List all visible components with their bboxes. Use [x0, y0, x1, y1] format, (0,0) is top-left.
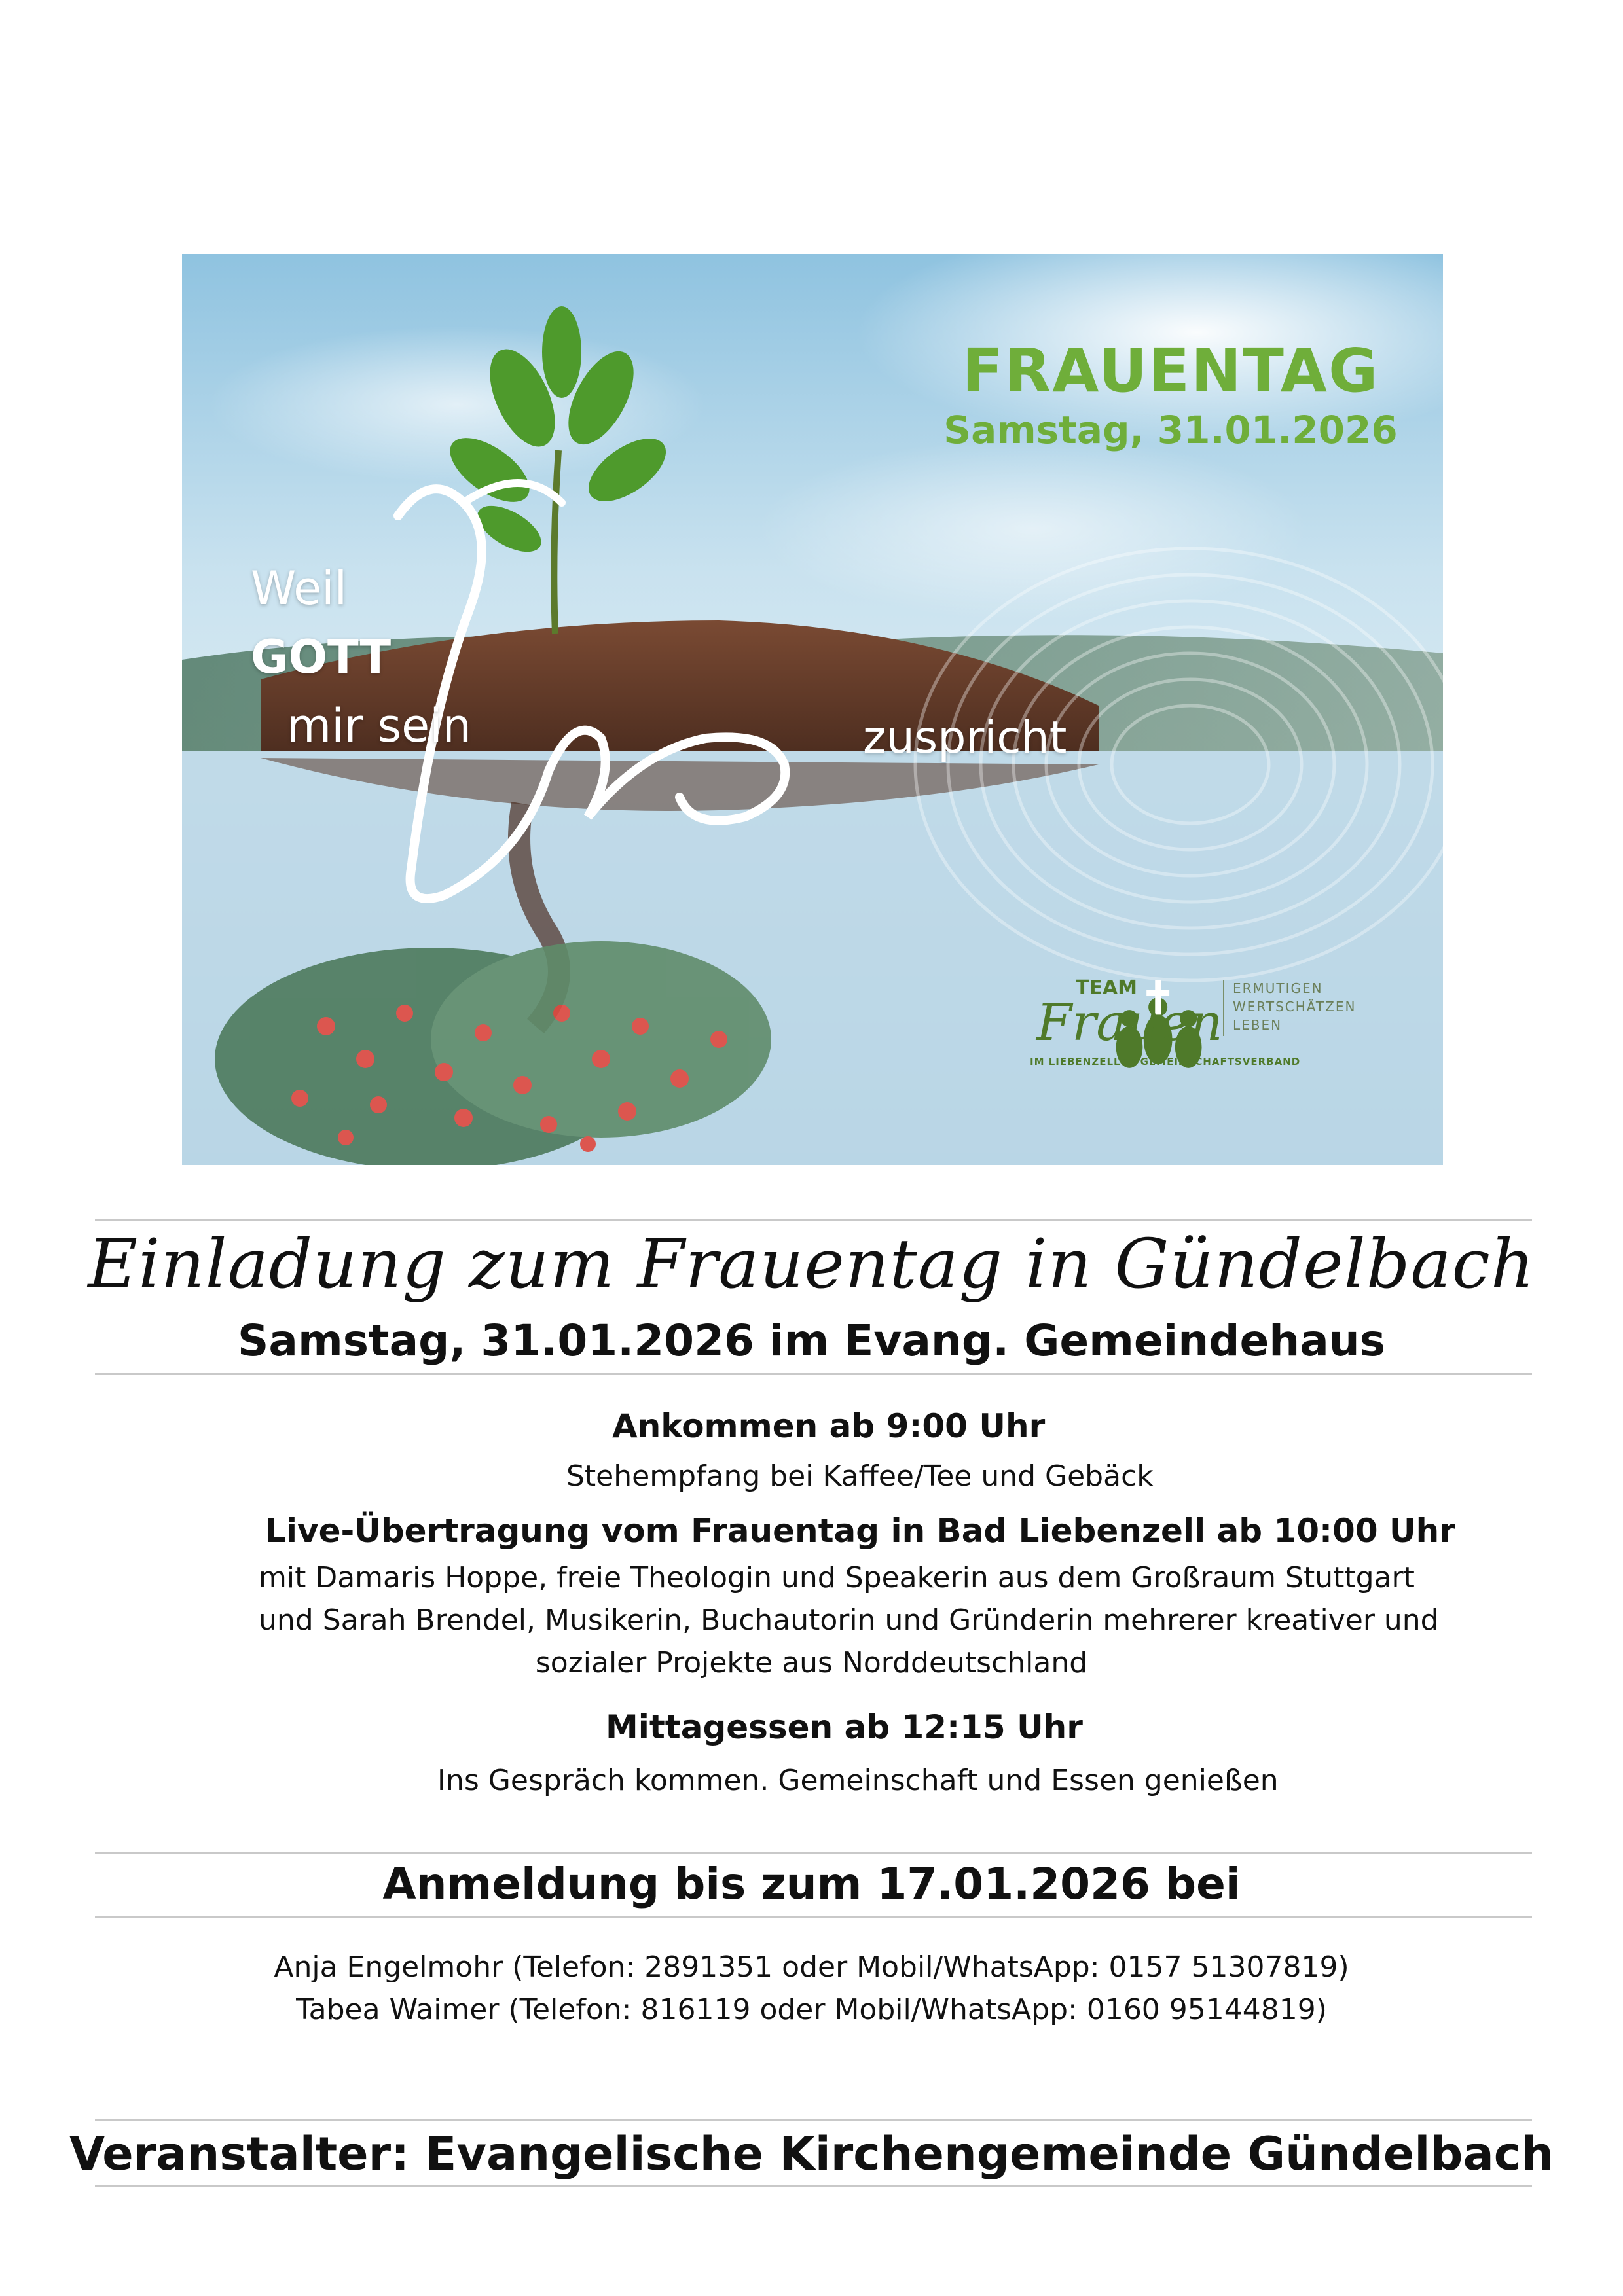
- logo-tagline-3: LEBEN: [1233, 1017, 1283, 1033]
- program-arrival-text: Stehempfang bei Kaffee/Tee und Gebäck: [566, 1460, 1154, 1493]
- invitation-headline: Einladung zum Frauentag in Gündelbach: [88, 1224, 1535, 1304]
- organizer-text: Veranstalter: Evangelische Kirchengemeinde Gündelbach: [69, 2127, 1554, 2181]
- slogan-line-1: Weil: [251, 562, 348, 615]
- event-banner-image: [182, 254, 1443, 1165]
- divider-below-subheadline: [95, 1373, 1532, 1375]
- logo-divider: [1223, 980, 1224, 1036]
- banner-title: FRAUENTAG: [962, 336, 1379, 406]
- logo-frauen-text: Frauen: [1036, 994, 1223, 1052]
- logo-tagline-2: WERTSCHÄTZEN: [1233, 999, 1357, 1014]
- program-livestream-heading: Live-Übertragung vom Frauentag in Bad Liebenzell ab 10:00 Uhr: [265, 1512, 1455, 1550]
- slogan-line-2: GOTT: [251, 630, 392, 684]
- program-livestream-text-1: mit Damaris Hoppe, freie Theologin und Speakerin aus dem Großraum Stuttgart: [259, 1561, 1415, 1594]
- invitation-subheadline: Samstag, 31.01.2026 im Evang. Gemeindehaus: [237, 1316, 1386, 1366]
- slogan-line-4: zuspricht: [863, 712, 1067, 764]
- registration-heading: Anmeldung bis zum 17.01.2026 bei: [382, 1859, 1241, 1909]
- slogan-line-3: mir sein: [287, 699, 472, 753]
- logo-subline: IM LIEBENZELLER GEMEINSCHAFTSVERBAND: [1030, 1056, 1301, 1067]
- logo-tagline-1: ERMUTIGEN: [1233, 980, 1323, 996]
- logo-team-text: TEAM: [1076, 977, 1138, 999]
- program-lunch-text: Ins Gespräch kommen. Gemeinschaft und Essen genießen: [437, 1764, 1279, 1797]
- divider-above-registration: [95, 1852, 1532, 1854]
- registration-contact-1: Anja Engelmohr (Telefon: 2891351 oder Mobil/WhatsApp: 0157 51307819): [274, 1950, 1349, 1984]
- program-lunch-heading: Mittagessen ab 12:15 Uhr: [606, 1708, 1083, 1746]
- team-frauen-logo: [951, 974, 1370, 1079]
- divider-below-registration: [95, 1916, 1532, 1918]
- program-arrival-heading: Ankommen ab 9:00 Uhr: [612, 1407, 1046, 1445]
- banner-date: Samstag, 31.01.2026: [943, 408, 1398, 452]
- program-livestream-text-3: sozialer Projekte aus Norddeutschland: [535, 1646, 1088, 1679]
- program-livestream-text-2: und Sarah Brendel, Musikerin, Buchautorin und Gründerin mehrerer kreativer und: [259, 1604, 1439, 1637]
- divider-top: [95, 1219, 1532, 1221]
- divider-below-organizer: [95, 2185, 1532, 2187]
- registration-contact-2: Tabea Waimer (Telefon: 816119 oder Mobil/WhatsApp: 0160 95144819): [296, 1993, 1327, 2026]
- divider-above-organizer: [95, 2119, 1532, 2121]
